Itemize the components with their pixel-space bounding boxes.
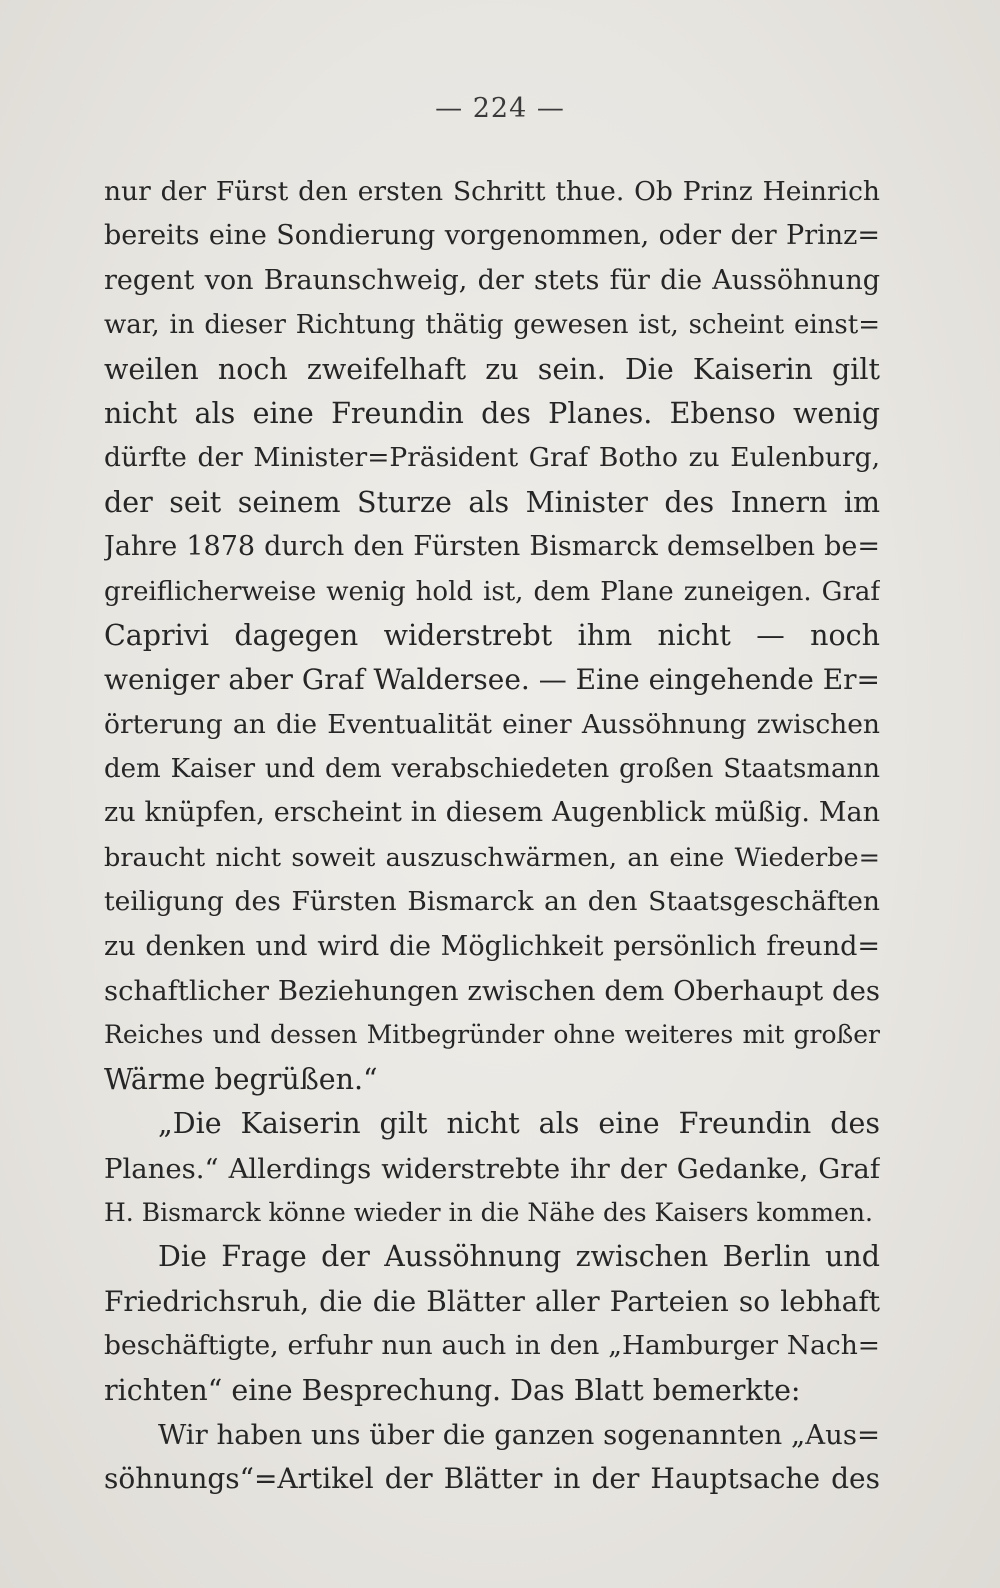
text-line: dürfte der Minister=Präsident Graf Botho zu Eulenburg, bbox=[104, 442, 880, 474]
text-line: H. Bismarck könne wieder in die Nähe des Kaisers kommen. bbox=[104, 1197, 873, 1227]
text-line: dem Kaiser und dem verabschiedeten großen Staatsmann bbox=[104, 754, 880, 785]
text-line: der seit seinem Sturze als Minister des Innern im bbox=[104, 485, 880, 519]
text-line: söhnungs“=Artikel der Blätter in der Hauptsache des bbox=[104, 1462, 880, 1496]
text-line: Planes.“ Allerdings widerstrebte ihr der Gedanke, Graf bbox=[104, 1152, 880, 1185]
text-line: bereits eine Sondierung vorgenommen, oder der Prinz= bbox=[104, 220, 880, 252]
text-line: weilen noch zweifelhaft zu sein. Die Kaiserin gilt bbox=[104, 352, 880, 386]
text-line: „Die Kaiserin gilt nicht als eine Freundin des bbox=[158, 1107, 880, 1141]
text-line: Die Frage der Aussöhnung zwischen Berlin und bbox=[158, 1240, 880, 1274]
text-line: braucht nicht soweit auszuschwärmen, an eine Wiederbe= bbox=[104, 842, 880, 873]
text-line: Friedrichsruh, die die Blätter aller Parteien so lebhaft bbox=[104, 1284, 880, 1318]
text-line: weniger aber Graf Waldersee. — Eine eingehende Er= bbox=[104, 663, 880, 697]
text-line: zu knüpfen, erscheint in diesem Augenblick müßig. Man bbox=[104, 797, 880, 829]
text-line: Jahre 1878 durch den Fürsten Bismarck demselben be= bbox=[104, 531, 880, 563]
text-line: Wärme begrüßen.“ bbox=[104, 1062, 378, 1096]
text-line: richten“ eine Besprechung. Das Blatt bemerkte: bbox=[104, 1373, 801, 1407]
text-line: zu denken und wird die Möglichkeit persönlich freund= bbox=[104, 930, 880, 962]
text-line: Caprivi dagegen widerstrebt ihm nicht — noch bbox=[104, 618, 880, 652]
text-line: beschäftigte, erfuhr nun auch in den „Hamburger Nach= bbox=[104, 1330, 880, 1362]
body-text bbox=[104, 170, 880, 1502]
text-line: nur der Fürst den ersten Schritt thue. Ob Prinz Heinrich bbox=[104, 176, 880, 207]
text-line: Wir haben uns über die ganzen sogenannten „Aus= bbox=[158, 1418, 880, 1451]
text-line: nicht als eine Freundin des Planes. Ebenso wenig bbox=[104, 396, 880, 430]
text-line: regent von Braunschweig, der stets für die Aussöhnung bbox=[104, 264, 880, 296]
text-line: greiflicherweise wenig hold ist, dem Plane zuneigen. Graf bbox=[104, 576, 880, 607]
text-line: schaftlicher Beziehungen zwischen dem Oberhaupt des bbox=[104, 975, 880, 1008]
text-line: war, in dieser Richtung thätig gewesen ist, scheint einst= bbox=[104, 310, 880, 341]
page-number: — 224 — bbox=[435, 93, 565, 124]
text-line: örterung an die Eventualität einer Aussöhnung zwischen bbox=[104, 708, 880, 740]
text-line: teiligung des Fürsten Bismarck an den Staatsgeschäften bbox=[104, 886, 880, 918]
text-line: Reiches und dessen Mitbegründer ohne weiteres mit großer bbox=[104, 1020, 880, 1050]
